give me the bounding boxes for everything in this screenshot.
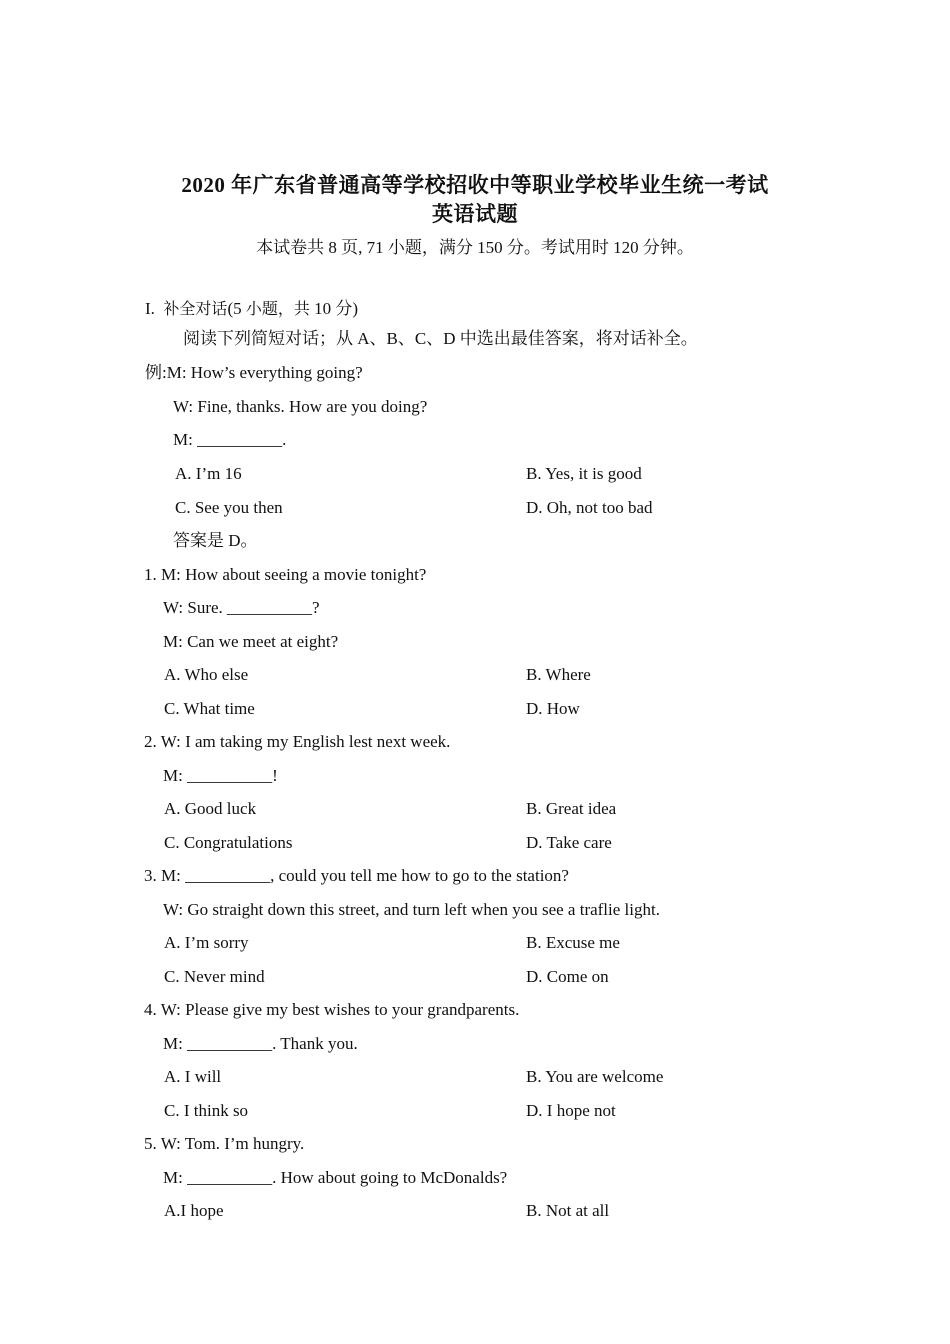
question-1-option-b: B. Where	[526, 665, 591, 684]
question-3-option-a: A. I’m sorry	[164, 933, 249, 952]
question-4-line: 4. W: Please give my best wishes to your grandparents.	[144, 1000, 520, 1019]
question-2-option-b: B. Great idea	[526, 799, 617, 818]
example-line: 例:M: How’s everything going?	[145, 363, 363, 382]
question-2-line: 2. W: I am taking my English lest next week.	[144, 732, 451, 751]
section-detail-open: (5	[227, 299, 246, 318]
question-4-option-b: B. You are welcome	[526, 1067, 664, 1086]
section-numeral: I.	[145, 299, 155, 318]
question-4-line: M: __________. Thank you.	[163, 1034, 358, 1053]
section-heading	[145, 294, 358, 319]
question-4-option-d: D. I hope not	[526, 1101, 616, 1120]
question-5-option-a: A.I hope	[164, 1201, 224, 1220]
question-1-option-d: D. How	[526, 699, 580, 718]
question-3-option-b: B. Excuse me	[526, 933, 620, 952]
question-3-line: 3. M: __________, could you tell me how to go to the station?	[144, 866, 569, 885]
question-1-line: 1. M: How about seeing a movie tonight?	[144, 565, 427, 584]
question-5-line: M: __________. How about going to McDonalds?	[163, 1168, 508, 1187]
question-3-option-c: C. Never mind	[164, 967, 265, 986]
section-detail-cjk: 小题，共	[245, 299, 310, 318]
question-1-option-c: C. What time	[164, 699, 255, 718]
exam-title-line2: 英语试题	[432, 202, 518, 226]
question-4-option-a: A. I will	[164, 1067, 222, 1086]
example-option-a: A. I’m 16	[175, 464, 242, 483]
example-option-c: C. See you then	[175, 498, 283, 517]
example-line: M: __________.	[173, 430, 287, 449]
example-answer: 答案是 D。	[173, 531, 258, 550]
section-name: 补全对话	[163, 299, 228, 318]
section-detail-close: 10 分)	[309, 299, 359, 318]
question-1-line: M: Can we meet at eight?	[163, 632, 339, 651]
example-option-b: B. Yes, it is good	[526, 464, 642, 483]
question-2-option-c: C. Congratulations	[164, 833, 293, 852]
question-3-option-d: D. Come on	[526, 967, 609, 986]
example-line: W: Fine, thanks. How are you doing?	[173, 397, 428, 416]
section-instruction: 阅读下列简短对话；从 A、B、C、D 中选出最佳答案，将对话补全。	[183, 329, 698, 348]
question-5-line: 5. W: Tom. I’m hungry.	[144, 1134, 305, 1153]
exam-title-line1: 2020 年广东省普通高等学校招收中等职业学校毕业生统一考试	[181, 173, 769, 197]
question-4-option-c: C. I think so	[164, 1101, 249, 1120]
example-option-d: D. Oh, not too bad	[526, 498, 653, 517]
question-1-option-a: A. Who else	[164, 665, 249, 684]
question-5-option-b: B. Not at all	[526, 1201, 610, 1220]
question-3-line: W: Go straight down this street, and turn left when you see a traflie light.	[163, 900, 660, 919]
question-2-option-d: D. Take care	[526, 833, 612, 852]
exam-info: 本试卷共 8 页, 71 小题，满分 150 分。考试用时 120 分钟。	[256, 238, 694, 257]
question-2-line: M: __________!	[163, 766, 278, 785]
question-1-line: W: Sure. __________?	[163, 598, 320, 617]
question-2-option-a: A. Good luck	[164, 799, 257, 818]
